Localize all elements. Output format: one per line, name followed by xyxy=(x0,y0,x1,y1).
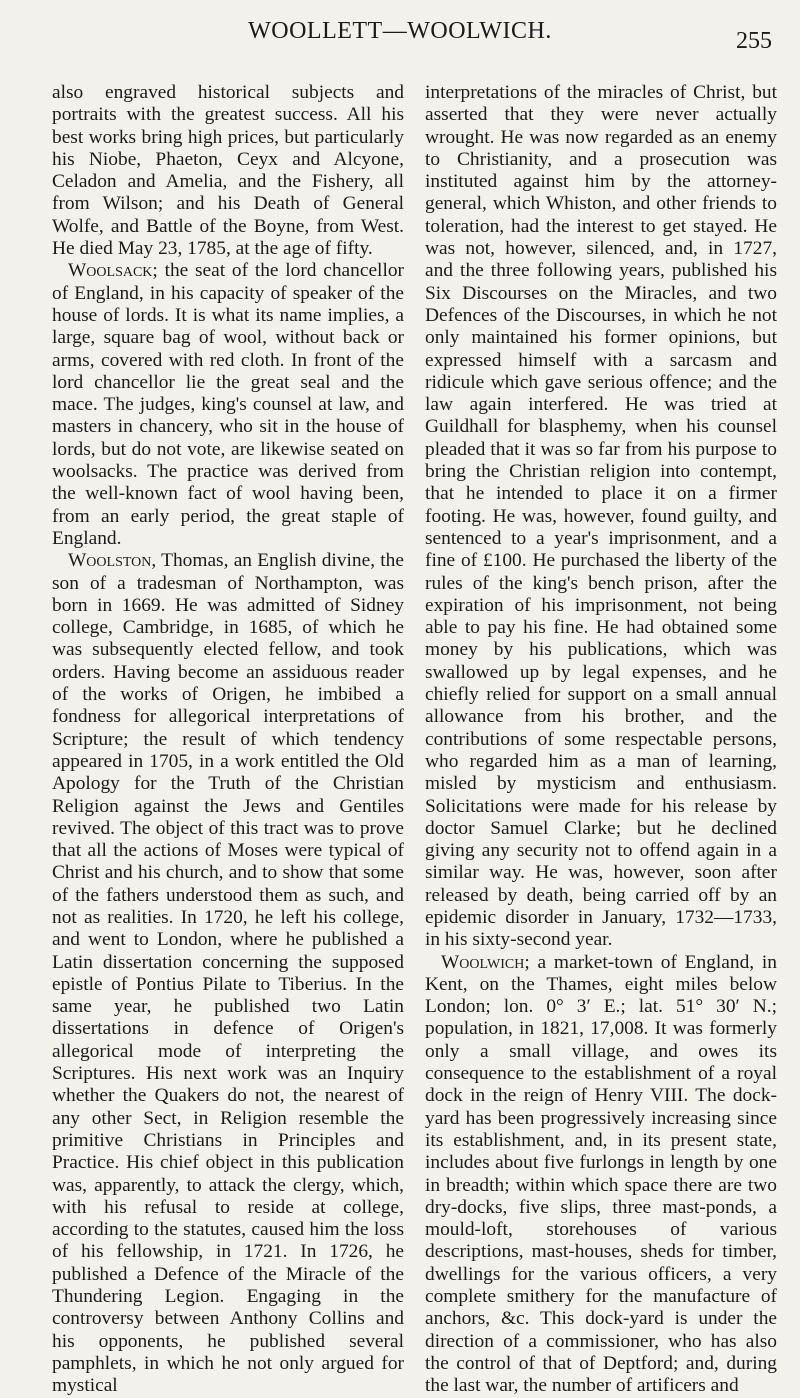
entry-text-woolsack: ; the seat of the lord chancellor of England, in his capacity of speaker of the house of lords. It is what its name implies, a large, square bag of wool, without back or arms, covered with red cloth. In front of the lord chancellor lie the great seal and the mace. The judges, king's counsel at law, and masters in chancery, who sit in the house of lords, but do not vote, are likewise seated on woolsacks. The practice was derived from the well-known fact of wool having been, from an early period, the great staple of England. xyxy=(52,260,404,549)
page-header xyxy=(0,14,800,54)
entry-text-woolwich: ; a market-town of England, in Kent, on the Thames, eight miles below London; lon. 0° 3′ E.; lat. 51° 30′ N.; population, in 1821, 17,008. It was formerly only a small village, and owes its consequence to the establishment of a royal dock in the reign of Henry VIII. The dock-yard has been progressively increasing since its establishment, and, in its present state, includes about five furlongs in length by one in breadth; within which space there are two dry-docks, five slips, three mast-ponds, a mould-loft, storehouses of various descriptions, mast-houses, sheds for timber, dwellings for the various officers, a very complete smithery for the manufacture of anchors, &c. This dock-yard is under the direction of a commissioner, who has also the control of that of Deptford; and, during the last war, the number of artificers and xyxy=(425,951,777,1397)
entry-woolsack xyxy=(52,260,404,550)
left-column xyxy=(52,82,404,1398)
page-number: 255 xyxy=(736,28,772,54)
entry-woolston xyxy=(52,550,404,1397)
entry-headword-woolwich: Woolwich xyxy=(441,951,525,973)
paragraph-engraving-continuation: also engraved historical subjects and portraits with the greatest success. All his best works bring high prices, but particularly his Niobe, Phaeton, Ceyx and Alcyone, Celadon and Amelia, and the Fishery, all from Wilson; and his Death of General Wolfe, and Battle of the Boyne, from West. He died May 23, 1785, at the age of fifty. xyxy=(52,82,404,260)
running-head: WOOLLETT—WOOLWICH. xyxy=(248,18,552,44)
entry-headword-woolsack: Woolsack xyxy=(68,260,153,282)
entry-woolwich xyxy=(425,952,777,1398)
paragraph-woolston-continuation: interpretations of the miracles of Christ, but asserted that they were never actually wrought. He was now regarded as an enemy to Christianity, and a prosecution was instituted against him by the attorney-general, which Whiston, and other friends to toleration, had the interest to get stayed. He was not, however, silenced, and, in 1727, and the three following years, published his Six Discourses on the Miracles, and two Defences of the Discourses, in which he not only maintained his former opinions, but expressed himself with a sarcasm and ridicule which gave serious offence; and the law again interfered. He was tried at Guildhall for blasphemy, when his counsel pleaded that it was so far from his purpose to bring the Christian religion into contempt, that he intended to place it on a firmer footing. He was, however, found guilty, and sentenced to a year's imprisonment, and a fine of £100. He purchased the liberty of the rules of the king's bench prison, after the expiration of his imprisonment, not being able to pay his fine. He had obtained some money by his publications, which was swallowed up by legal expenses, and he chiefly relied for support on a small annual allowance from his brother, and the contributions of some respectable persons, who regarded him as a man of learning, misled by mysticism and enthusiasm. Solicitations were made for his release by doctor Samuel Clarke; but he declined giving any security not to offend again in a similar way. He was, however, soon after released by death, being carried off by an epidemic disorder in January, 1732—1733, in his sixty-second year. xyxy=(425,82,777,951)
right-column xyxy=(425,82,777,1398)
entry-text-woolston: , Thomas, an English divine, the son of a tradesman of Northampton, was born in 1669. He was admitted of Sidney college, Cambridge, in 1685, of which he was subsequently elected fellow, and took orders. Having become an assiduous reader of the works of Origen, he imbibed a fondness for allegorical interpretations of Scripture; the result of which tendency appeared in 1705, in a work entitled the Old Apology for the Truth of the Christian Religion against the Jews and Gentiles revived. The object of this tract was to prove that all the actions of Moses were typical of Christ and his church, and to show that some of the fathers understood them as such, and not as realities. In 1720, he left his college, and went to London, where he published a Latin dissertation concerning the supposed epistle of Pontius Pilate to Tiberius. In the same year, he published two Latin dissertations in defence of Origen's allegorical mode of interpreting the Scriptures. His next work was an Inquiry whether the Quakers do not, the nearest of any other Sect, in Religion resemble the primitive Christians in Principles and Practice. His chief object in this publication was, apparently, to attack the clergy, which, with his refusal to reside at college, according to the statutes, caused him the loss of his fellowship, in 1721. In 1726, he published a Defence of the Miracle of the Thundering Legion. Engaging in the controversy between Anthony Collins and his opponents, he published several pamphlets, in which he not only argued for mystical xyxy=(52,550,404,1397)
entry-headword-woolston: Woolston xyxy=(68,550,152,572)
